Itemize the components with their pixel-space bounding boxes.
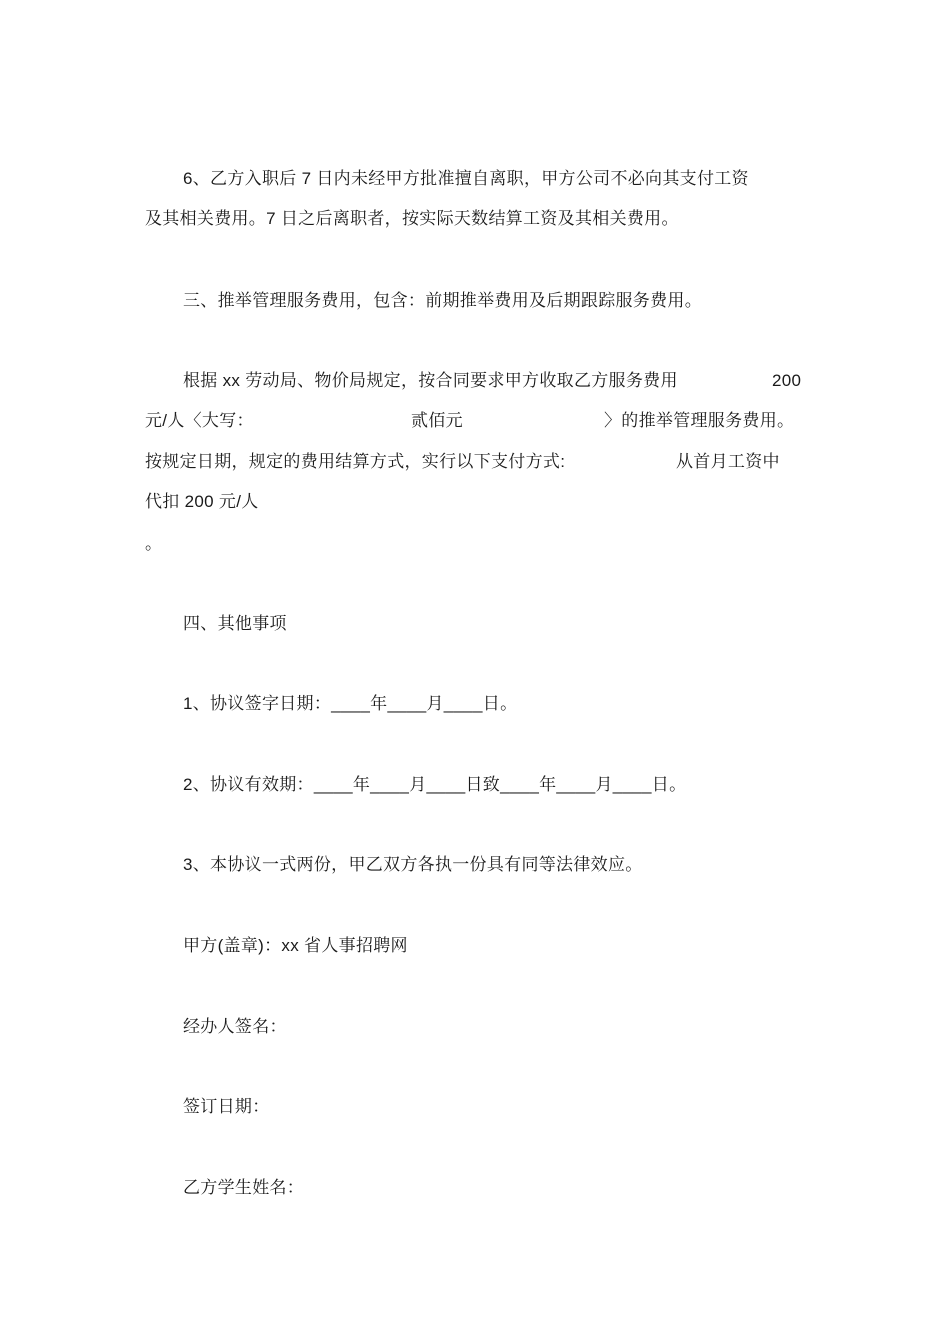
fee-paragraph-tail: 〉的推举管理服务费用。	[604, 411, 795, 430]
fee-amount-words: 贰佰元	[411, 411, 463, 430]
clause-6-line-2: 及其相关费用。7 日之后离职者，按实际天数结算工资及其相关费用。	[145, 209, 679, 228]
item-copies: 3、本协议一式两份，甲乙双方各执一份具有同等法律效应。	[183, 855, 643, 874]
payment-deduction: 代扣 200 元/人	[145, 492, 259, 511]
sign-date-label: 签订日期：	[183, 1097, 270, 1116]
item-sign-date: 1、协议签字日期：____年____月____日。	[183, 694, 518, 713]
item-validity-period: 2、协议有效期：____年____月____日致____年____月____日。	[183, 775, 687, 794]
party-b-student-name-label: 乙方学生姓名：	[183, 1178, 305, 1197]
clause-6-line-1: 6、乙方入职后 7 日内未经甲方批准擅自离职，甲方公司不必向其支付工资	[183, 169, 749, 188]
fee-amount: 200	[772, 371, 802, 390]
agent-signature-label: 经办人签名：	[183, 1017, 287, 1036]
payment-method-value: 从首月工资中	[676, 452, 780, 471]
section-3-heading: 三、推举管理服务费用，包含：前期推举费用及后期跟踪服务费用。	[183, 291, 702, 310]
payment-method-label: 按规定日期，规定的费用结算方式，实行以下支付方式:	[145, 452, 566, 471]
paragraph-end-mark: 。	[145, 534, 163, 553]
section-4-heading: 四、其他事项	[183, 614, 287, 633]
party-a-seal: 甲方(盖章)：xx 省人事招聘网	[183, 936, 408, 955]
fee-unit-label: 元/人〈大写：	[145, 411, 254, 430]
fee-paragraph-line-1: 根据 xx 劳动局、物价局规定，按合同要求甲方收取乙方服务费用	[183, 371, 678, 390]
